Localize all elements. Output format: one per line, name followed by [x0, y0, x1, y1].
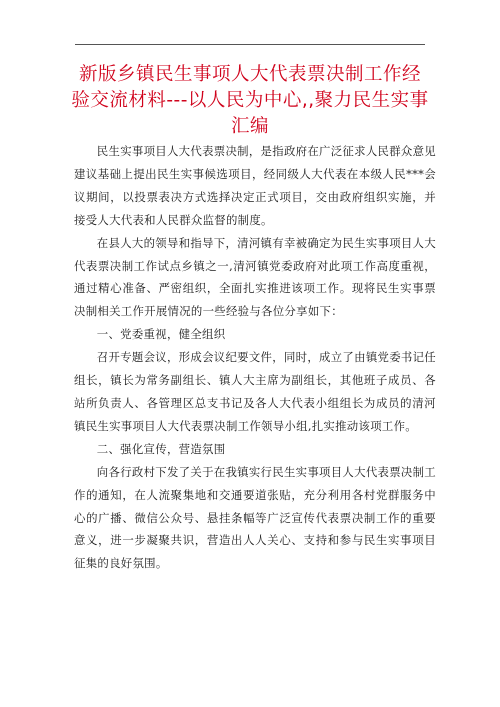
section-heading-publicity: 二、强化宣传，营造氛围 [96, 441, 226, 456]
paragraph-organization: 召开专题会议，形成会议纪要文件，同时，成立了由镇党委书记任组长，镇长为常务副组长、镇人大主席为副组长，其他班子成员、各站所负责人、各管理区总支书记及各人大代表小组组长为成员的清河镇民生实事项目人大代表票决制工作领导小组,扎实推动该项工作。 [74, 350, 436, 433]
paragraph-introduction: 在县人大的领导和指导下，清河镇有幸被确定为民生实事项目人大代表票决制工作试点乡镇之一,清河镇党委政府对此项工作高度重视，通过精心准备、严密组织，全面扎实推进该项工作。现将民生实事票决制相关工作开展情况的一些经验与各位分享如下： [74, 235, 436, 319]
paragraph-publicity: 向各行政村下发了关于在我镇实行民生实事项目人大代表票决制工作的通知，在人流聚集地和交通要道张贴，充分利用各村党群服务中心的广播、微信公众号、悬挂条幅等广泛宣传代表票决制工作的重要意义，进一步凝聚共识，营造出人人关心、支持和参与民生实事项目征集的良好氛围。 [74, 464, 436, 571]
section-heading-organization: 一、党委重视，健全组织 [96, 327, 226, 342]
header-rule [75, 44, 425, 45]
document-body [74, 140, 436, 575]
paragraph-definition: 民生实事项目人大代表票决制，是指政府在广泛征求人民群众意见建议基础上提出民生实事候选项目，经同级人大代表在本级人民***会议期间，以投票表决方式选择决定正式项目，交由政府组织实施，并接受人大代表和人民群众监督的制度。 [74, 144, 436, 227]
document-title: 新版乡镇民生事项人大代表票决制工作经验交流材料---以人民为中心,,聚力民生实事汇编 [71, 64, 429, 137]
